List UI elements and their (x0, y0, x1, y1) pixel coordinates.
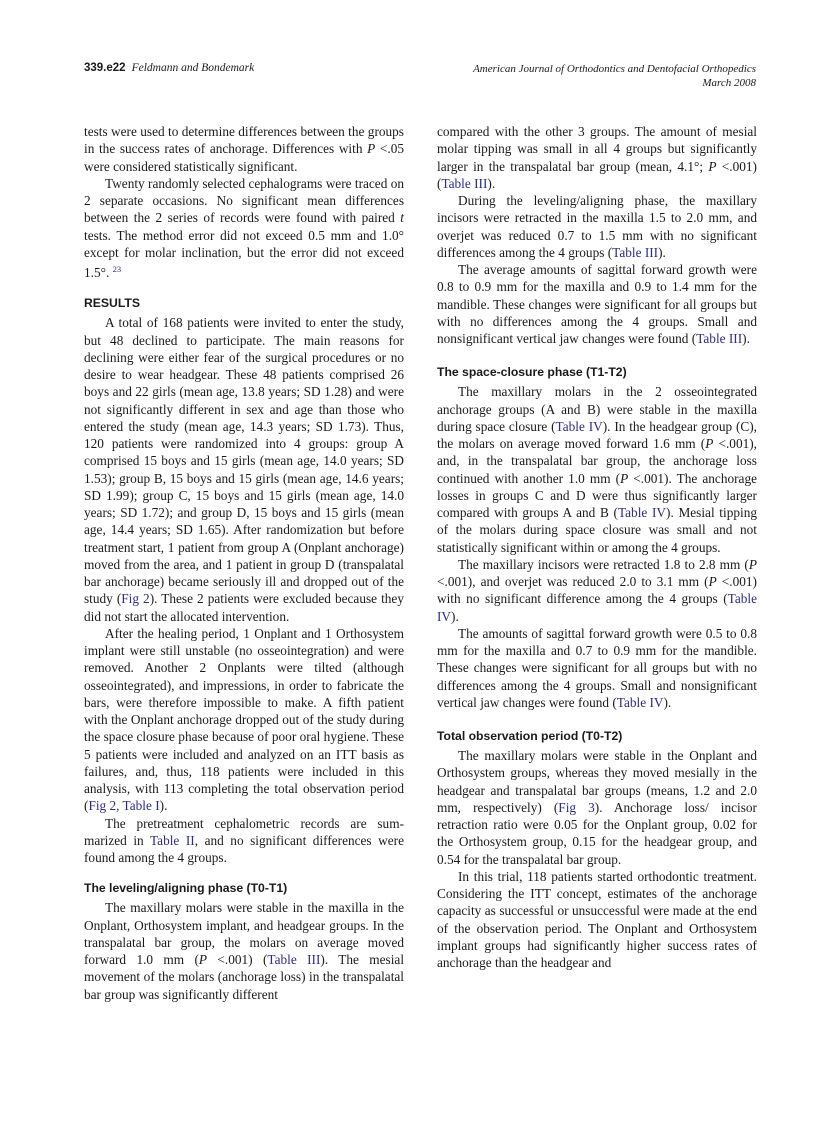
paragraph: A total of 168 patients were invited to enter the study, but 48 declined to participate. The main reasons for declining were either fear of the surgical procedures or no desire to wear headgear. These 48 patients comprised 26 boys and 22 girls (mean age, 13.8 years; SD 1.28) and were not significantly different in sex and age than those who entered the study (mean age, 14.3 years; SD 1.73). Thus, 120 patients were randomized into 4 groups: group A comprised 15 boys and 15 girls (mean age, 14.0 years; SD 1.53); group B, 15 boys and 15 girls (mean age, 14.6 years; SD 1.99); group C, 15 boys and 15 girls (mean age, 14.0 years; SD 1.72); and group D, 15 boys and 15 girls (mean age, 14.4 years; SD 1.65). After randomization but before treatment start, 1 patient from group A (Onplant anchorage) moved from the area, and 1 patient in group D (transpalatal bar anchorage) became seriously ill and dropped out of the study (Fig 2). These 2 patients were excluded because they did not start the allocated intervention. (84, 315, 404, 624)
table-link[interactable]: Table III (696, 331, 743, 346)
running-authors: Feldmann and Bondemark (131, 62, 255, 74)
paragraph: The amounts of sagittal forward growth were 0.5 to 0.8 mm for the maxilla and 0.7 to 0.9 mm for the mandible. These changes were significant for all groups but with no differences among the 4 groups. Small and nonsignificant vertical jaw changes were found (Table IV). (437, 625, 757, 710)
figure-link[interactable]: Fig 2 (121, 591, 150, 607)
table-link[interactable]: Table IV (617, 505, 667, 520)
paragraph: tests were used to determine differences between the groups in the success rates of anchorage. Differences with P <.05 were considered statistically significant. (84, 124, 404, 174)
table-link[interactable]: Table III (441, 175, 488, 191)
table-link[interactable]: Table II (149, 832, 195, 848)
figure-table-link[interactable]: Fig 2, Table I (88, 798, 160, 814)
reference-link[interactable]: 23 (112, 264, 122, 274)
right-column (437, 123, 757, 971)
paragraph: The maxillary molars were stable in the Onplant and Orthosystem groups, whereas they moved mesially in the headgear and transpalatal bar groups (means, 1.2 and 2.0 mm, respectively) (Fig 3). Anchorage loss/ incisor retraction ratio were 0.05 for the Onplant group, 0.02 for the Orthosystem group, 0.15 for the headgear group, and 0.54 for the transpalatal bar group. (437, 748, 757, 867)
section-heading-results: RESULTS (84, 296, 140, 311)
paragraph: The maxillary molars in the 2 osseointegrated anchorage groups (A and B) were stable in the maxilla during space closure (Table IV). In the headgear group (C), the molars on average moved forward 1.6 mm (P <.001), and, in the transpalatal bar group, the anchorage loss continued with another 1.0 mm (P <.001). The anchorage losses in groups C and D were thus significantly larger compared with groups A and B (Table IV). Mesial tipping of the molars during space closure was small and not statistically significant within or among the 4 groups. (437, 384, 757, 555)
paragraph: The maxillary molars were stable in the maxilla in the Onplant, Orthosystem implant, and headgear groups. In the transpalatal bar group, the molars on average moved forward 1.0 mm (P <.001) (Table III). The mesial movement of the molars (anchorage loss) in the transpalatal bar group was significantly different (84, 900, 405, 1002)
page-header (84, 62, 756, 96)
table-link[interactable]: Table IV (616, 694, 664, 710)
paragraph: After the healing period, 1 Onplant and 1 Orthosystem implant were still unstable (no osseointegration) and were removed. Another 2 Onplants were tilted (although osseointegrated), and impressions, in order to fabricate the bars, were therefore impossible to make. A fifth patient with the Onplant anchorage dropped out of the study during the space closure phase because of poor oral hygiene. These 5 patients were included and analyzed on an ITT basis as failures, and, thus, 118 patients were included in this analysis, with 113 completing the total observation period (Fig 2, Table I). (84, 625, 404, 814)
page-number: 339.e22 (84, 62, 126, 74)
table-link[interactable]: Table III (612, 244, 659, 260)
subsection-heading-space-closure: The space-closure phase (T1-T2) (437, 365, 627, 380)
figure-link[interactable]: Fig 3 (558, 799, 595, 815)
paragraph: The average amounts of sagittal forward growth were 0.8 to 0.9 mm for the maxilla and 0.9 to 1.4 mm for the mandible. These changes were significant for all groups but with no differences among the 4 groups. Small and nonsignificant vertical jaw changes were found (Table III). (437, 262, 757, 346)
issue-date: March 2008 (702, 77, 756, 89)
header-left (84, 62, 254, 74)
paragraph: compared with the other 3 groups. The amount of mesial molar tipping was small in all 4 groups but significantly larger in the transpalatal bar group (mean, 4.1°; P <.001) (Table III). (437, 124, 757, 191)
paragraph: The pretreatment cephalometric records are summarized in Table II, and no significant differences were found among the 4 groups. (84, 815, 404, 865)
table-link[interactable]: Table III (267, 952, 321, 967)
subsection-heading-leveling: The leveling/aligning phase (T0-T1) (84, 881, 288, 896)
paragraph: The maxillary incisors were retracted 1.8 to 2.8 mm (P <.001), and overjet was reduced 2.0 to 3.1 mm (P <.001) with no significant difference among the 4 groups (Table IV). (437, 556, 757, 624)
paragraph: In this trial, 118 patients started orthodontic treatment. Considering the ITT concept, estimates of the anchorage capacity as successful or unsuccessful were made at the end of the observation period. The Onplant and Orthosystem implant groups had significantly higher success rates of anchorage than the headgear and (437, 868, 757, 970)
left-column (84, 123, 404, 1003)
paragraph: Twenty randomly selected cephalograms were traced on 2 separate occasions. No significant mean differences between the 2 series of records were found with paired t tests. The method error did not exceed 0.5 mm and 1.0° except for molar inclination, but the error did not exceed 1.5°. $^{23}$ (84, 175, 404, 280)
journal-title: American Journal of Orthodontics and Dentofacial Orthopedics (473, 63, 756, 75)
paragraph: During the leveling/aligning phase, the maxillary incisors were retracted in the maxilla 1.5 to 2.0 mm, and overjet was reduced 0.7 to 1.5 mm with no significant differences among the 4 groups (Table III). (437, 193, 757, 260)
table-link[interactable]: Table IV (555, 418, 603, 434)
table-link[interactable]: Table IV (437, 591, 757, 624)
header-right (473, 62, 756, 90)
subsection-heading-total-observation: Total observation period (T0-T2) (437, 729, 623, 743)
